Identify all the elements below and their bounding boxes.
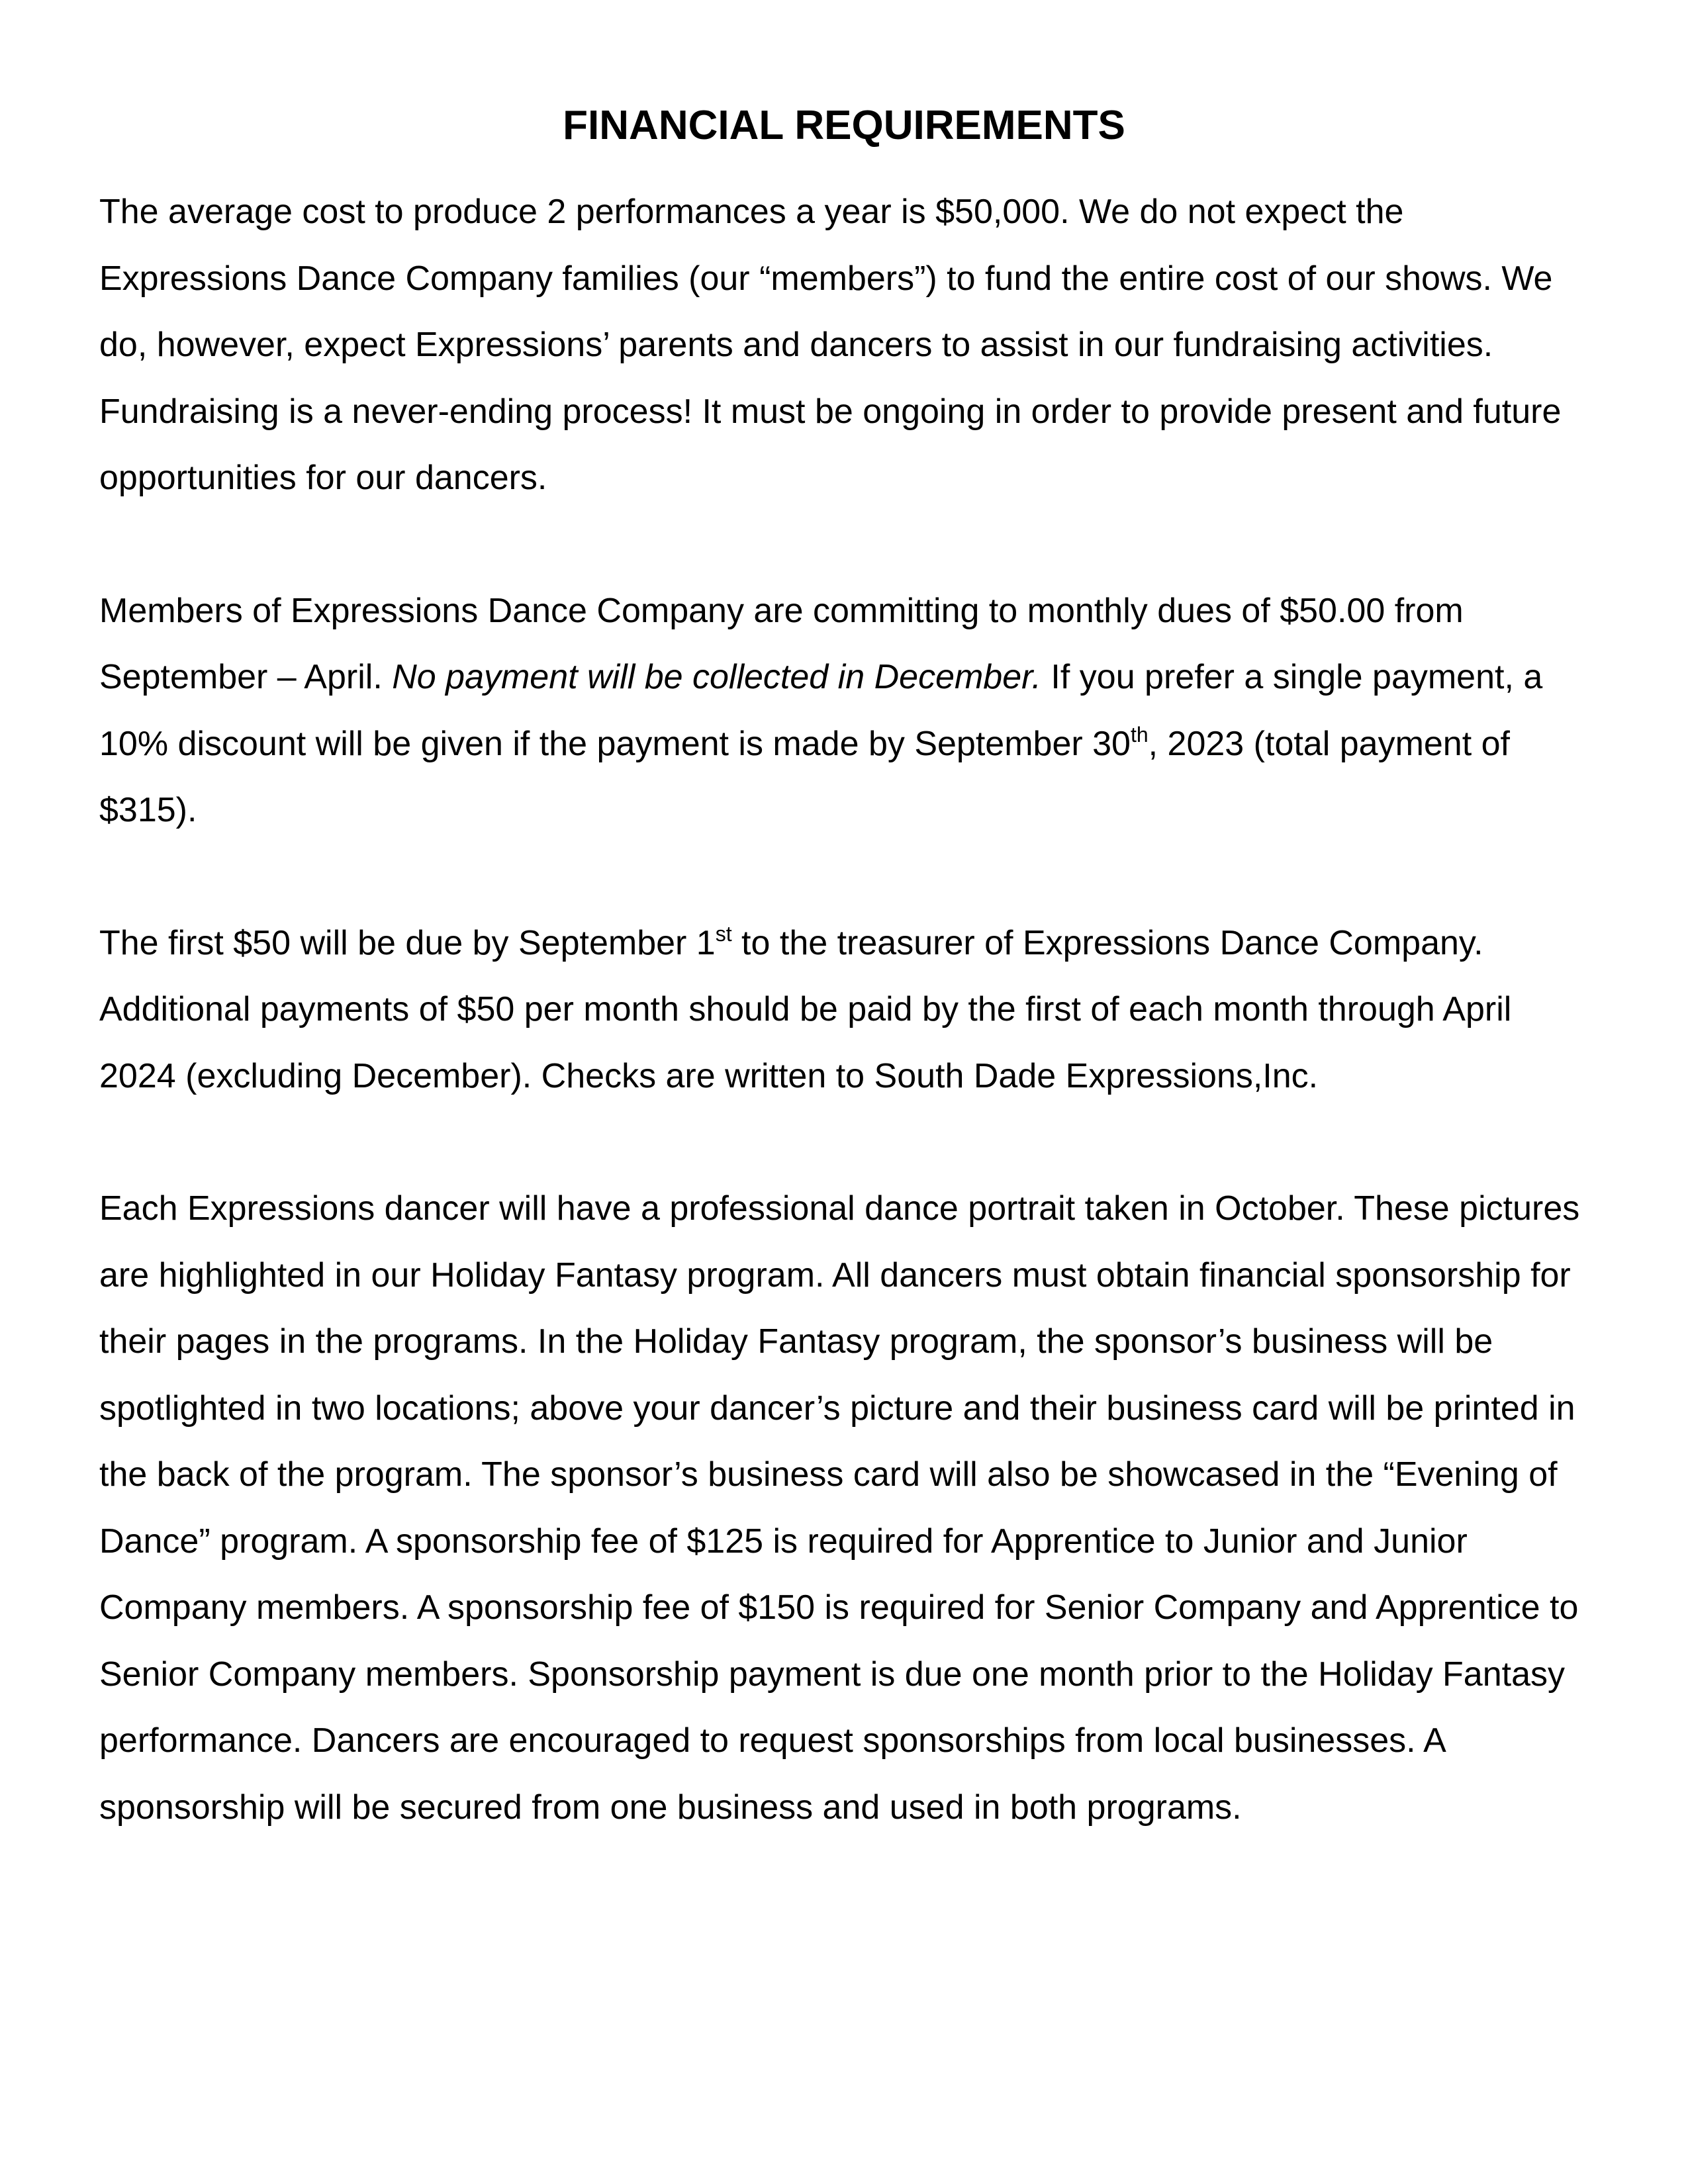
schedule-text-2: to the treasurer of Expressions Dance Company. Additional payments of $50 per month should be paid by the first of each month through April 2024 (excluding December). Checks are written to South Dade Expressions,Inc. xyxy=(99,923,1512,1095)
schedule-ordinal-suffix: st xyxy=(715,921,732,946)
dues-december-note: No payment will be collected in December. xyxy=(392,658,1041,696)
schedule-text-1: The first $50 will be due by September 1 xyxy=(99,923,716,962)
dues-text-3: , 2023 (total payment of $315). xyxy=(99,724,1510,829)
dues-text-2: If you prefer a single payment, a 10% discount will be given if the payment is made by September 30 xyxy=(99,658,1543,763)
dues-text-1: Members of Expressions Dance Company are committing to monthly dues of $50.00 from September – April. xyxy=(99,591,1464,696)
dues-ordinal-suffix: th xyxy=(1130,722,1149,747)
paragraph-payment-schedule xyxy=(99,910,1589,1110)
page-title: FINANCIAL REQUIREMENTS xyxy=(563,103,1125,148)
paragraph-monthly-dues xyxy=(99,578,1589,844)
paragraph-sponsorship: Each Expressions dancer will have a professional dance portrait taken in October. These pictures are highlighted in our Holiday Fantasy program. All dancers must obtain financial sponsorship for their pages in the programs. In the Holiday Fantasy program, the sponsor’s business will be spotlighted in two locations; above your dancer’s picture and their business card will be printed in the back of the program. The sponsor’s business card will also be showcased in the “Evening of Dance” program. A sponsorship fee of $125 is required for Apprentice to Junior and Junior Company members. A sponsorship fee of $150 is required for Senior Company and Apprentice to Senior Company members. Sponsorship payment is due one month prior to the Holiday Fantasy performance. Dancers are encouraged to request sponsorships from local businesses. A sponsorship will be secured from one business and used in both programs. xyxy=(99,1189,1580,1827)
document-page xyxy=(99,99,1589,1841)
paragraph-cost-overview: The average cost to produce 2 performances a year is $50,000. We do not expect the Expressions Dance Company families (our “members”) to fund the entire cost of our shows. We do, however, expect Expressions’ parents and dancers to assist in our fundraising activities. Fundraising is a never-ending process! It must be ongoing in order to provide present and future opportunities for our dancers. xyxy=(99,193,1562,497)
